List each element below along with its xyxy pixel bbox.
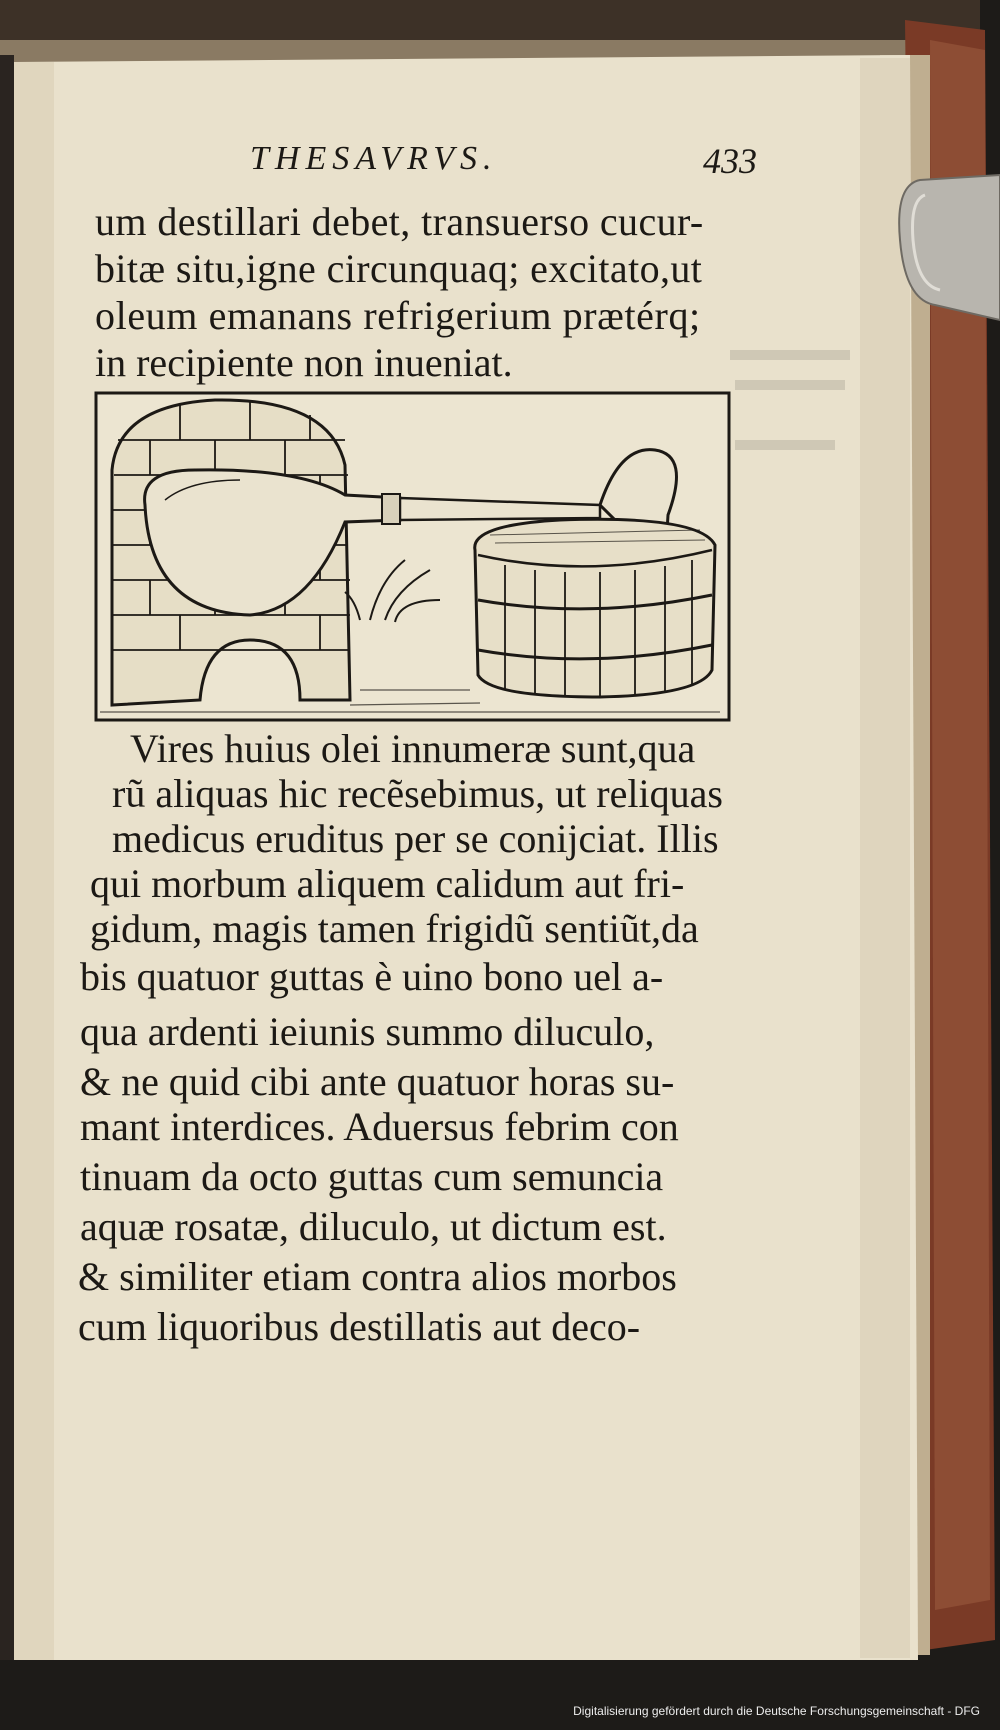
body-line: rũ aliquas hic recẽsebimus, ut reliquas — [112, 771, 723, 816]
body-line: gidum, magis tamen frigidũ sentiũt,da — [90, 906, 699, 951]
body-line: qui morbum aliquem calidum aut fri- — [90, 861, 685, 906]
text-line: oleum emanans refrigerium prætérq; — [95, 293, 701, 338]
body-line: mant interdices. Aduersus febrim con — [80, 1104, 679, 1149]
body-line: tinuam da octo guttas cum semuncia — [80, 1154, 664, 1199]
text-line: bitæ situ,igne circunquaq; excitato,ut — [95, 246, 703, 291]
body-line: Vires huius olei innumeræ sunt,qua — [130, 726, 696, 771]
body-line: cum liquoribus destillatis aut deco- — [78, 1304, 641, 1349]
page-number: 433 — [703, 141, 757, 181]
running-header: THESAVRVS. — [250, 140, 498, 177]
body-line: & ne quid cibi ante quatuor horas su- — [80, 1059, 675, 1104]
body-line: medicus eruditus per se conijciat. Illis — [112, 816, 719, 861]
body-line: & similiter etiam contra alios morbos — [78, 1254, 677, 1299]
body-line: aquæ rosatæ, diluculo, ut dictum est. — [80, 1204, 667, 1249]
text-line: um destillari debet, transuerso cucur- — [95, 199, 704, 244]
digitization-credit: Digitalisierung gefördert durch die Deutsche Forschungsgemeinschaft - DFG — [573, 1704, 980, 1718]
body-line: qua ardenti ieiunis summo diluculo, — [80, 1009, 655, 1054]
body-line: bis quatuor guttas è uino bono uel a- — [80, 954, 664, 999]
text-line: in recipiente non inueniat. — [95, 340, 513, 385]
